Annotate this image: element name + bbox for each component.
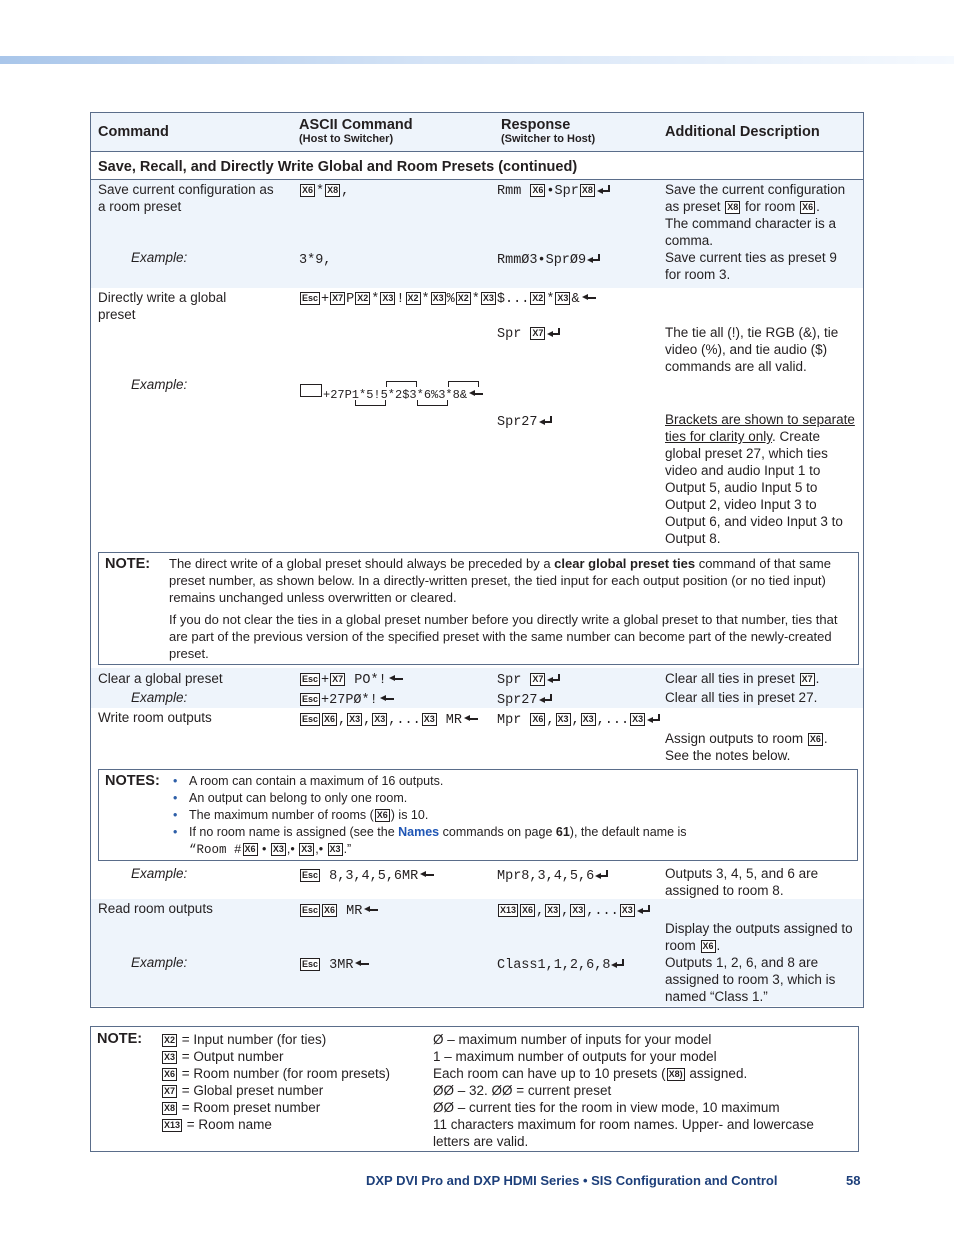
save-room-example-desc: Save current ties as preset 9 for room 3. bbox=[665, 250, 837, 282]
return-icon bbox=[587, 254, 601, 263]
return-icon bbox=[539, 694, 553, 703]
legend-x3: X3 = Output number bbox=[164, 1049, 284, 1064]
direct-write-ascii: Esc + X7 P X2 * X3 ! X2 * X3 % X2 * X3 $... X2 * X3 & bbox=[299, 291, 596, 308]
notes-list bbox=[171, 773, 841, 859]
read-room-example-response: Class1,1,2,6,8 bbox=[497, 957, 625, 974]
col-command: Command bbox=[98, 124, 169, 140]
note-paragraph-2: If you do not clear the ties in a global preset number before you directly write a global preset to that number, ties that are part of the previous version of the specified preset with the same number can become part of the newly-created preset. bbox=[169, 612, 838, 661]
clear-preset-ascii: Esc + X7 PO*! bbox=[299, 672, 403, 689]
legend-x8: X8 = Room preset number bbox=[164, 1100, 321, 1115]
col-description: Additional Description bbox=[665, 124, 820, 140]
legend-x13: X13 = Room name bbox=[164, 1117, 272, 1132]
names-link[interactable]: Names bbox=[398, 825, 440, 839]
direct-write-example-ascii: +27P1*5!5*2$3*6%3*8& bbox=[299, 384, 483, 404]
direct-write-example-label: Example: bbox=[131, 377, 188, 392]
legend-x7: X7 = Global preset number bbox=[164, 1083, 324, 1098]
save-room-cmd: Save current configuration as a room preset bbox=[98, 182, 274, 214]
list-item: • A room can contain a maximum of 16 outputs. bbox=[171, 773, 841, 790]
arrow-icon bbox=[582, 293, 596, 302]
tie-bracket-4 bbox=[448, 381, 479, 387]
col-response: Response (Switcher to Host) bbox=[501, 117, 596, 145]
write-room-example-desc: Outputs 3, 4, 5, and 6 are assigned to room 8. bbox=[665, 866, 819, 898]
clear-preset-example-response: Spr27 bbox=[497, 692, 553, 709]
direct-write-example-response: Spr27 bbox=[497, 414, 553, 431]
arrow-icon bbox=[464, 714, 478, 723]
read-room-cmd: Read room outputs bbox=[98, 901, 213, 916]
return-icon bbox=[595, 870, 609, 879]
tie-bracket-2 bbox=[386, 381, 417, 387]
clear-preset-example-label: Example: bbox=[131, 690, 188, 705]
arrow-icon bbox=[469, 389, 483, 398]
direct-write-desc: The tie all (!), tie RGB (&), tie video (%), and tie audio ($) commands are all valid. bbox=[665, 325, 839, 374]
read-room-example-desc: Outputs 1, 2, 6, and 8 are assigned to room 3, which is named “Class 1.” bbox=[665, 955, 836, 1004]
save-room-desc: Save the current configuration as preset X8 for room X6 . The command character is a comma. bbox=[665, 182, 846, 248]
read-room-example-ascii: Esc 3MR bbox=[299, 957, 369, 974]
arrow-icon bbox=[389, 674, 403, 683]
list-item: • If no room name is assigned (see the Names commands on page 61), the default name is “Room # X6 • X3 ,• X3 ,• X3 .” bbox=[171, 824, 841, 859]
write-room-example-ascii: Esc 8,3,4,5,6MR bbox=[299, 868, 434, 885]
return-icon bbox=[539, 416, 553, 425]
save-room-response: Rmm X6 •Spr X8 bbox=[497, 183, 611, 200]
arrow-icon bbox=[355, 959, 369, 968]
command-table bbox=[90, 112, 864, 1008]
legend-x6: X6 = Room number (for room presets) bbox=[164, 1066, 390, 1081]
legend-label: NOTE: bbox=[97, 1031, 143, 1047]
write-room-ascii: Esc X6 , X3 , X3 ,... X3 MR bbox=[299, 712, 478, 729]
direct-write-cmd: Directly write a global preset bbox=[98, 290, 227, 322]
clear-preset-response: Spr X7 bbox=[497, 672, 561, 689]
list-item: • The maximum number of rooms ( X6 ) is 10. bbox=[171, 807, 841, 824]
note-direct-write bbox=[98, 552, 859, 665]
clear-preset-example-desc: Clear all ties in preset 27. bbox=[665, 690, 818, 705]
return-icon bbox=[547, 674, 561, 683]
arrow-icon bbox=[364, 905, 378, 914]
write-room-desc: Assign outputs to room X6 . See the notes below. bbox=[665, 731, 828, 763]
arrow-icon bbox=[420, 870, 434, 879]
write-room-example-label: Example: bbox=[131, 866, 188, 881]
tie-bracket-1 bbox=[355, 400, 386, 406]
clear-preset-example-ascii: Esc +27PØ*! bbox=[299, 692, 394, 709]
direct-write-response: Spr X7 bbox=[497, 326, 561, 343]
legend-note bbox=[90, 1026, 859, 1152]
read-room-response: X13 X6 , X3 , X3 ,... X3 bbox=[497, 903, 651, 920]
footer-title: DXP DVI Pro and DXP HDMI Series • SIS Configuration and Control bbox=[366, 1173, 778, 1188]
arrow-icon bbox=[380, 694, 394, 703]
write-room-cmd: Write room outputs bbox=[98, 710, 212, 725]
notes-label: NOTES: bbox=[105, 773, 160, 789]
legend-right: Ø – maximum number of inputs for your model 1 – maximum number of outputs for your model Each room can have up to 10 presets ( X8) assigned. ØØ – 32. ØØ = current preset ØØ – current ties for the room in view mode, 10 maximum 11 characters maximum for room names. Upper- and lowercase letters are valid. bbox=[433, 1032, 814, 1149]
legend-left bbox=[161, 1031, 390, 1133]
esc-key-blank bbox=[300, 384, 322, 397]
return-icon bbox=[647, 714, 661, 723]
list-item: • An output can belong to only one room. bbox=[171, 790, 841, 807]
return-icon bbox=[611, 959, 625, 968]
col-ascii: ASCII Command (Host to Switcher) bbox=[299, 117, 413, 145]
note-label: NOTE: bbox=[105, 556, 151, 572]
return-icon bbox=[637, 905, 651, 914]
save-room-example-response: RmmØ3•SprØ9 bbox=[497, 252, 601, 269]
read-room-ascii: Esc X6 MR bbox=[299, 903, 378, 920]
notes-room bbox=[98, 769, 858, 861]
save-room-example-label: Example: bbox=[131, 250, 188, 265]
save-room-ascii: X6 * X8 , bbox=[302, 184, 350, 199]
write-room-example-response: Mpr8,3,4,5,6 bbox=[497, 868, 609, 885]
section-title: Save, Recall, and Directly Write Global and Room Presets (continued) bbox=[98, 159, 578, 175]
read-room-example-label: Example: bbox=[131, 955, 188, 970]
write-room-response: Mpr X6 , X3 , X3 ,... X3 bbox=[497, 712, 661, 729]
tie-bracket-3 bbox=[417, 400, 448, 406]
save-room-example-ascii: 3*9, bbox=[299, 253, 332, 268]
clear-preset-cmd: Clear a global preset bbox=[98, 671, 223, 686]
return-icon bbox=[547, 328, 561, 337]
clear-preset-desc: Clear all ties in preset X7 . bbox=[665, 671, 820, 686]
header-gradient-bar bbox=[0, 56, 954, 64]
direct-write-example-desc: Brackets are shown to separate ties for clarity only. Create global preset 27, which ties video and audio Input 1 to Output 5, audio Input 5 to Output 2, video Input 3 to Output 6, and video Input 3 to Output 8. bbox=[665, 412, 855, 546]
note-paragraph-1: The direct write of a global preset should always be preceded by a clear global preset ties command of that same preset number, as shown below. In a directly-written preset, the tied input for each output position (or no tied input) remains unchanged unless overwritten or cleared. bbox=[169, 556, 831, 605]
read-room-desc: Display the outputs assigned to room X6 . bbox=[665, 921, 853, 953]
page-number: 58 bbox=[846, 1173, 861, 1188]
return-icon bbox=[597, 185, 611, 194]
table-header bbox=[91, 113, 863, 152]
legend-x2: X2 = Input number (for ties) bbox=[164, 1032, 327, 1047]
